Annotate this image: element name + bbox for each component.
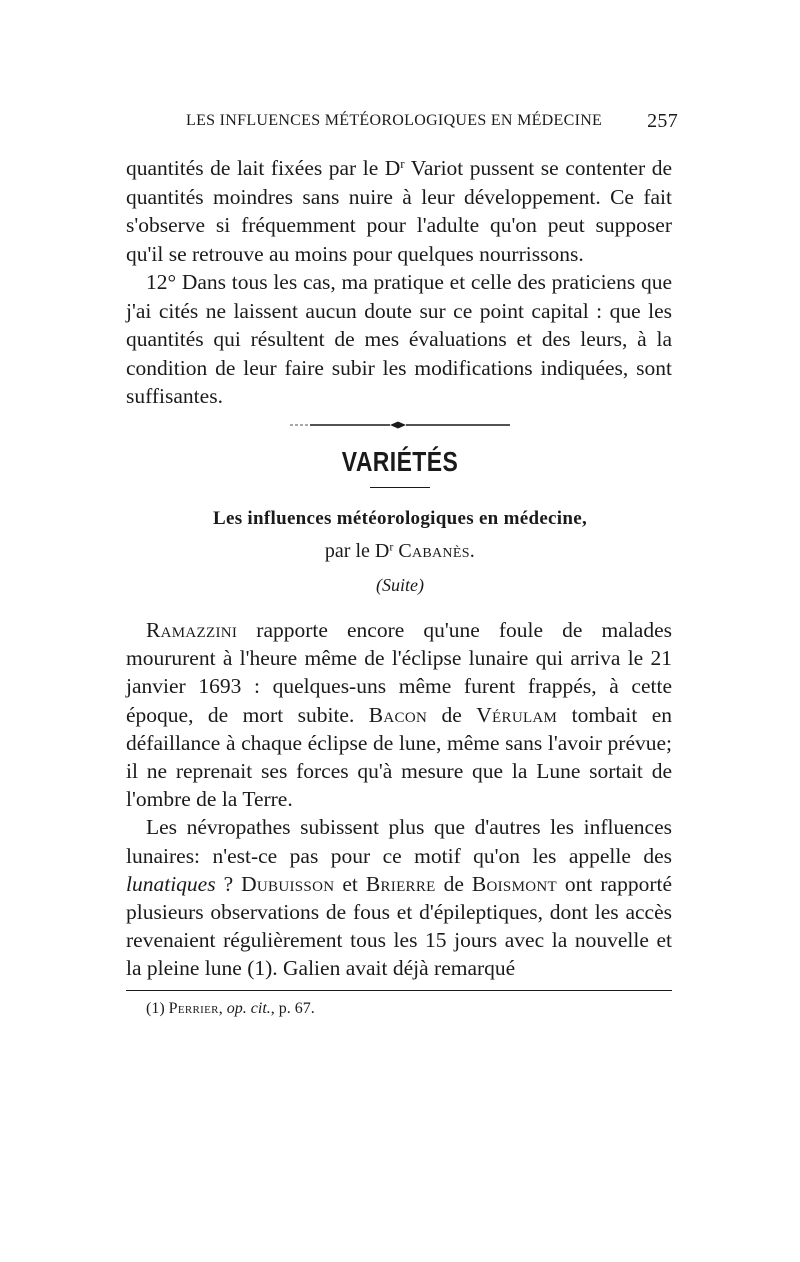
running-title: LES INFLUENCES MÉTÉOROLOGIQUES EN MÉDECINE <box>186 112 603 129</box>
byline <box>0 540 800 563</box>
title-rule <box>370 487 430 488</box>
superscript: r <box>400 156 405 171</box>
person-name: Vérulam <box>476 702 558 727</box>
article-text-block <box>126 616 672 983</box>
paragraph-text: de <box>435 871 472 896</box>
top-text-block <box>126 154 672 411</box>
person-name: Ramazzini <box>146 618 238 642</box>
paragraph-continuation <box>126 154 672 268</box>
paragraph-text: tombait en défaillance à chaque éclipse de lune, même sans l'avoir prévue; il ne reprenait ses forces qu'à mesure que la Lune sortait de l'ombre de la Terre. <box>126 702 672 812</box>
author-name: Cabanès. <box>398 540 476 562</box>
footnote <box>146 1000 315 1018</box>
paragraph-ramazzini <box>126 616 672 813</box>
section-title: VARIÉTÉS <box>341 446 459 477</box>
paragraph-text: et <box>334 871 366 896</box>
person-name: Boismont <box>471 871 557 896</box>
paragraph-point-12: 12° Dans tous les cas, ma pratique et celle des praticiens que j'ai cités ne laissent aucun doute sur ce point capital : que les quantités qui résultent de mes évaluations et des leurs, à la condition de leur faire subir les modifications indiquées, sont suffisantes. <box>126 270 672 408</box>
page-number: 257 <box>647 110 678 132</box>
footnote-author: Perrier <box>168 1000 219 1017</box>
person-name: Bacon <box>368 702 428 727</box>
paragraph-text: Variot pussent se contenter de quantités moindres sans nuire à leur développement. Ce fait s'observe si fréquemment pour l'adulte qu'on peut supposer qu'il se retrouve au moins pour quelques nourrissons. <box>126 156 672 266</box>
person-name: Brierre <box>365 871 436 896</box>
byline-prefix: par le D <box>324 540 390 562</box>
paragraph-text: Les névropathes subissent plus que d'autres les influences lunaires: n'est-ce pas pour ce motif qu'on les appelle des <box>126 815 672 868</box>
running-head <box>186 112 678 136</box>
paragraph-text: de <box>427 702 477 727</box>
footnote-reference: op. cit. <box>226 1000 271 1017</box>
person-name: Dubuisson <box>241 871 335 896</box>
paragraph-nevropathes <box>126 813 672 982</box>
paragraph-text: quantités de lait fixées par le D <box>126 156 401 180</box>
paragraph-text: ? <box>215 871 242 896</box>
paragraph-text: ont rapporté plusieurs observations de fous et d'épileptiques, dont les accès revenaient régulièrement tous les 15 jours avec la nouvelle et la pleine lune (1). Galien avait déjà remarqué <box>126 871 672 981</box>
suite-label: (Suite) <box>376 575 424 595</box>
ornament-separator <box>290 420 510 430</box>
article-title: Les influences météorologiques en médecine, <box>212 508 588 529</box>
footnote-separator: , <box>218 1000 227 1017</box>
footnote-page: , p. 67. <box>270 1000 315 1017</box>
footnote-marker: (1) <box>146 1000 169 1017</box>
footnote-rule <box>126 990 672 991</box>
italic-term: lunatiques <box>126 871 216 896</box>
superscript: r <box>389 539 394 554</box>
paragraph-text: rapporte encore qu'une foule de malades moururent à l'heure même de l'éclipse lunaire qui arriva le 21 janvier 1693 : quelques-uns même furent frappés, à cette époque, de mort subite. <box>126 618 672 727</box>
